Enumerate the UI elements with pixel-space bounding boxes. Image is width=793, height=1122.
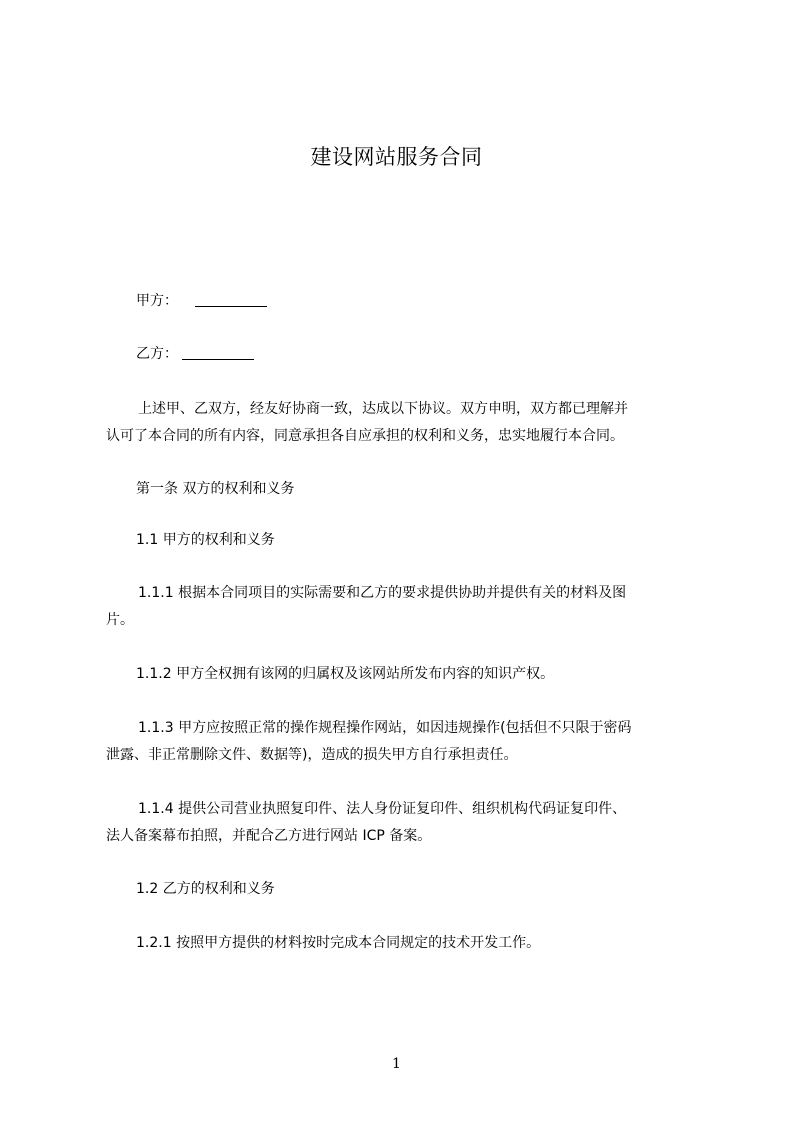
party-b-label: 乙方： [136, 346, 178, 362]
party-b-blank [182, 343, 254, 360]
party-a-line [106, 286, 726, 316]
preamble-line-2: 认可了本合同的所有内容，同意承担各自应承担的权利和义务，忠实地履行本合同。 [106, 428, 624, 444]
item-1-1-1-line-1: 1.1.1 根据本合同项目的实际需要和乙方的要求提供协助并提供有关的材料及图 [138, 585, 627, 601]
item-1-1-4-line-2: 法人备案幕布拍照，并配合乙方进行网站 ICP 备案。 [106, 828, 432, 844]
section-1-1-heading: 1.1 甲方的权利和义务 [136, 532, 275, 548]
party-a-label: 甲方： [136, 293, 178, 309]
article-1-heading: 第一条 双方的权利和义务 [136, 481, 295, 497]
item-1-2-1: 1.2.1 按照甲方提供的材料按时完成本合同规定的技术开发工作。 [136, 935, 541, 951]
item-1-1-2: 1.1.2 甲方全权拥有该网的归属权及该网站所发布内容的知识产权。 [136, 666, 555, 682]
contract-title: 建设网站服务合同 [310, 145, 483, 169]
item-1-1-1-line-2: 片。 [106, 612, 134, 628]
item-1-1-3-line-2: 泄露、非正常删除文件、数据等)，造成的损失甲方自行承担责任。 [106, 747, 518, 763]
party-a-blank [195, 290, 267, 307]
item-1-1-3-line-1: 1.1.3 甲方应按照正常的操作规程操作网站，如因违规操作(包括但不只限于密码 [138, 720, 632, 736]
section-1-2-heading: 1.2 乙方的权利和义务 [136, 881, 275, 897]
preamble-line-1: 上述甲、乙双方，经友好协商一致，达成以下协议。双方申明，双方都已理解并 [138, 401, 628, 417]
page-number: 1 [392, 1056, 401, 1072]
item-1-1-4-line-1: 1.1.4 提供公司营业执照复印件、法人身份证复印件、组织机构代码证复印件、 [138, 801, 627, 817]
party-b-line [106, 339, 726, 369]
